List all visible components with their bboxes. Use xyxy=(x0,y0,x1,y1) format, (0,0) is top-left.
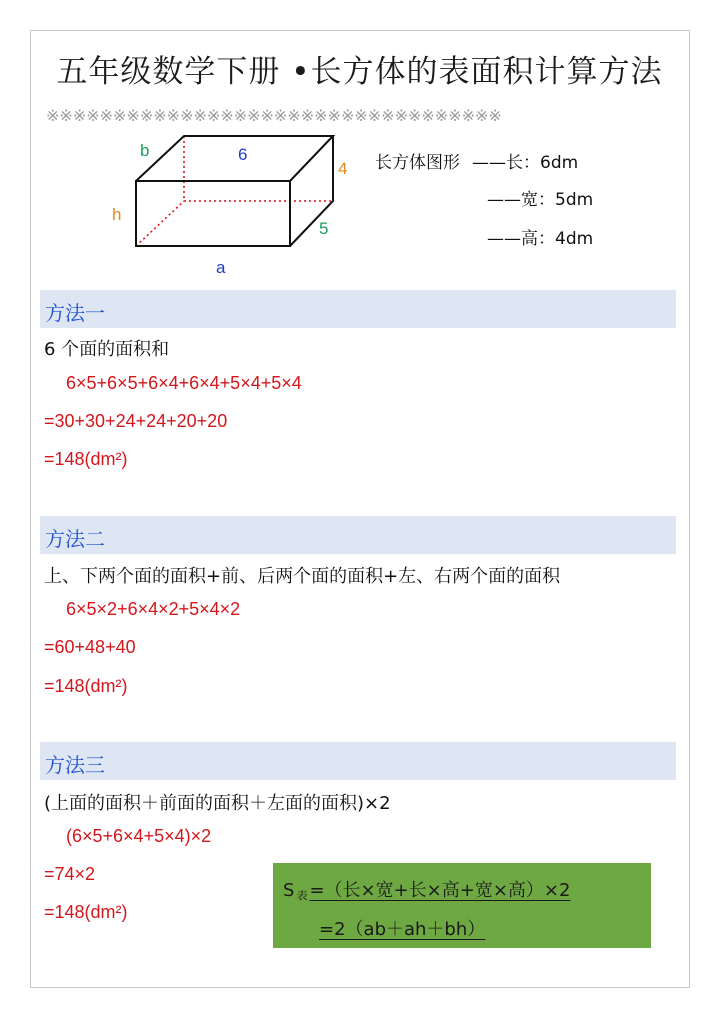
top-face-edges xyxy=(136,136,333,181)
method1-header xyxy=(40,290,676,328)
dimension-length: ——长：6dm xyxy=(472,153,579,173)
label-h: h xyxy=(112,205,122,224)
formula-expression-1: =（长×宽+长×高+宽×高）×2 xyxy=(309,880,571,901)
method1-step-3: =148(dm²) xyxy=(44,449,128,469)
visible-edges xyxy=(136,136,333,246)
formula-expression-2: =2（ab＋ah＋bh） xyxy=(319,919,486,940)
method3-title: 方法三 xyxy=(45,753,105,777)
formula-line-1 xyxy=(283,876,570,903)
formula-subscript: 表 xyxy=(296,889,308,902)
label-a: a xyxy=(216,258,226,277)
label-length-6: 6 xyxy=(238,145,248,164)
cuboid-figure xyxy=(100,128,360,278)
page-title: 五年级数学下册 •长方体的表面积计算方法 xyxy=(56,54,663,90)
method2-step-3: =148(dm²) xyxy=(44,676,128,696)
method2-description: 上、下两个面的面积+前、后两个面的面积+左、右两个面的面积 xyxy=(44,566,561,587)
method3-description: (上面的面积＋前面的面积＋左面的面积)×2 xyxy=(44,793,391,814)
formula-symbol: S xyxy=(283,880,295,901)
dimension-height: ——高：4dm xyxy=(487,229,594,249)
hidden-edge-left-bottom xyxy=(136,201,184,246)
method3-step-2: =74×2 xyxy=(44,864,96,884)
front-face xyxy=(136,181,290,246)
method3-step-3: =148(dm²) xyxy=(44,902,128,922)
dimension-intro: 长方体图形 xyxy=(375,153,460,173)
label-width-5: 5 xyxy=(319,219,329,238)
method3-step-1: (6×5+6×4+5×4)×2 xyxy=(66,826,212,846)
method1-description: 6 个面的面积和 xyxy=(44,339,170,360)
label-height-4: 4 xyxy=(338,159,348,178)
method2-header xyxy=(40,516,676,554)
method1-step-2: =30+30+24+24+20+20 xyxy=(44,411,228,431)
method2-title: 方法二 xyxy=(45,527,105,551)
method2-step-2: =60+48+40 xyxy=(44,637,136,657)
label-b: b xyxy=(140,141,150,160)
formula-box xyxy=(273,863,651,948)
dimension-width: ——宽：5dm xyxy=(487,190,594,210)
decorative-divider: ※※※※※※※※※※※※※※※※※※※※※※※※※※※※※※※※※※ xyxy=(46,106,502,125)
formula-line-2 xyxy=(319,915,485,941)
method1-step-1: 6×5+6×5+6×4+6×4+5×4+5×4 xyxy=(66,373,302,393)
method1-title: 方法一 xyxy=(45,301,105,325)
method2-step-1: 6×5×2+6×4×2+5×4×2 xyxy=(66,599,241,619)
method3-header xyxy=(40,742,676,780)
